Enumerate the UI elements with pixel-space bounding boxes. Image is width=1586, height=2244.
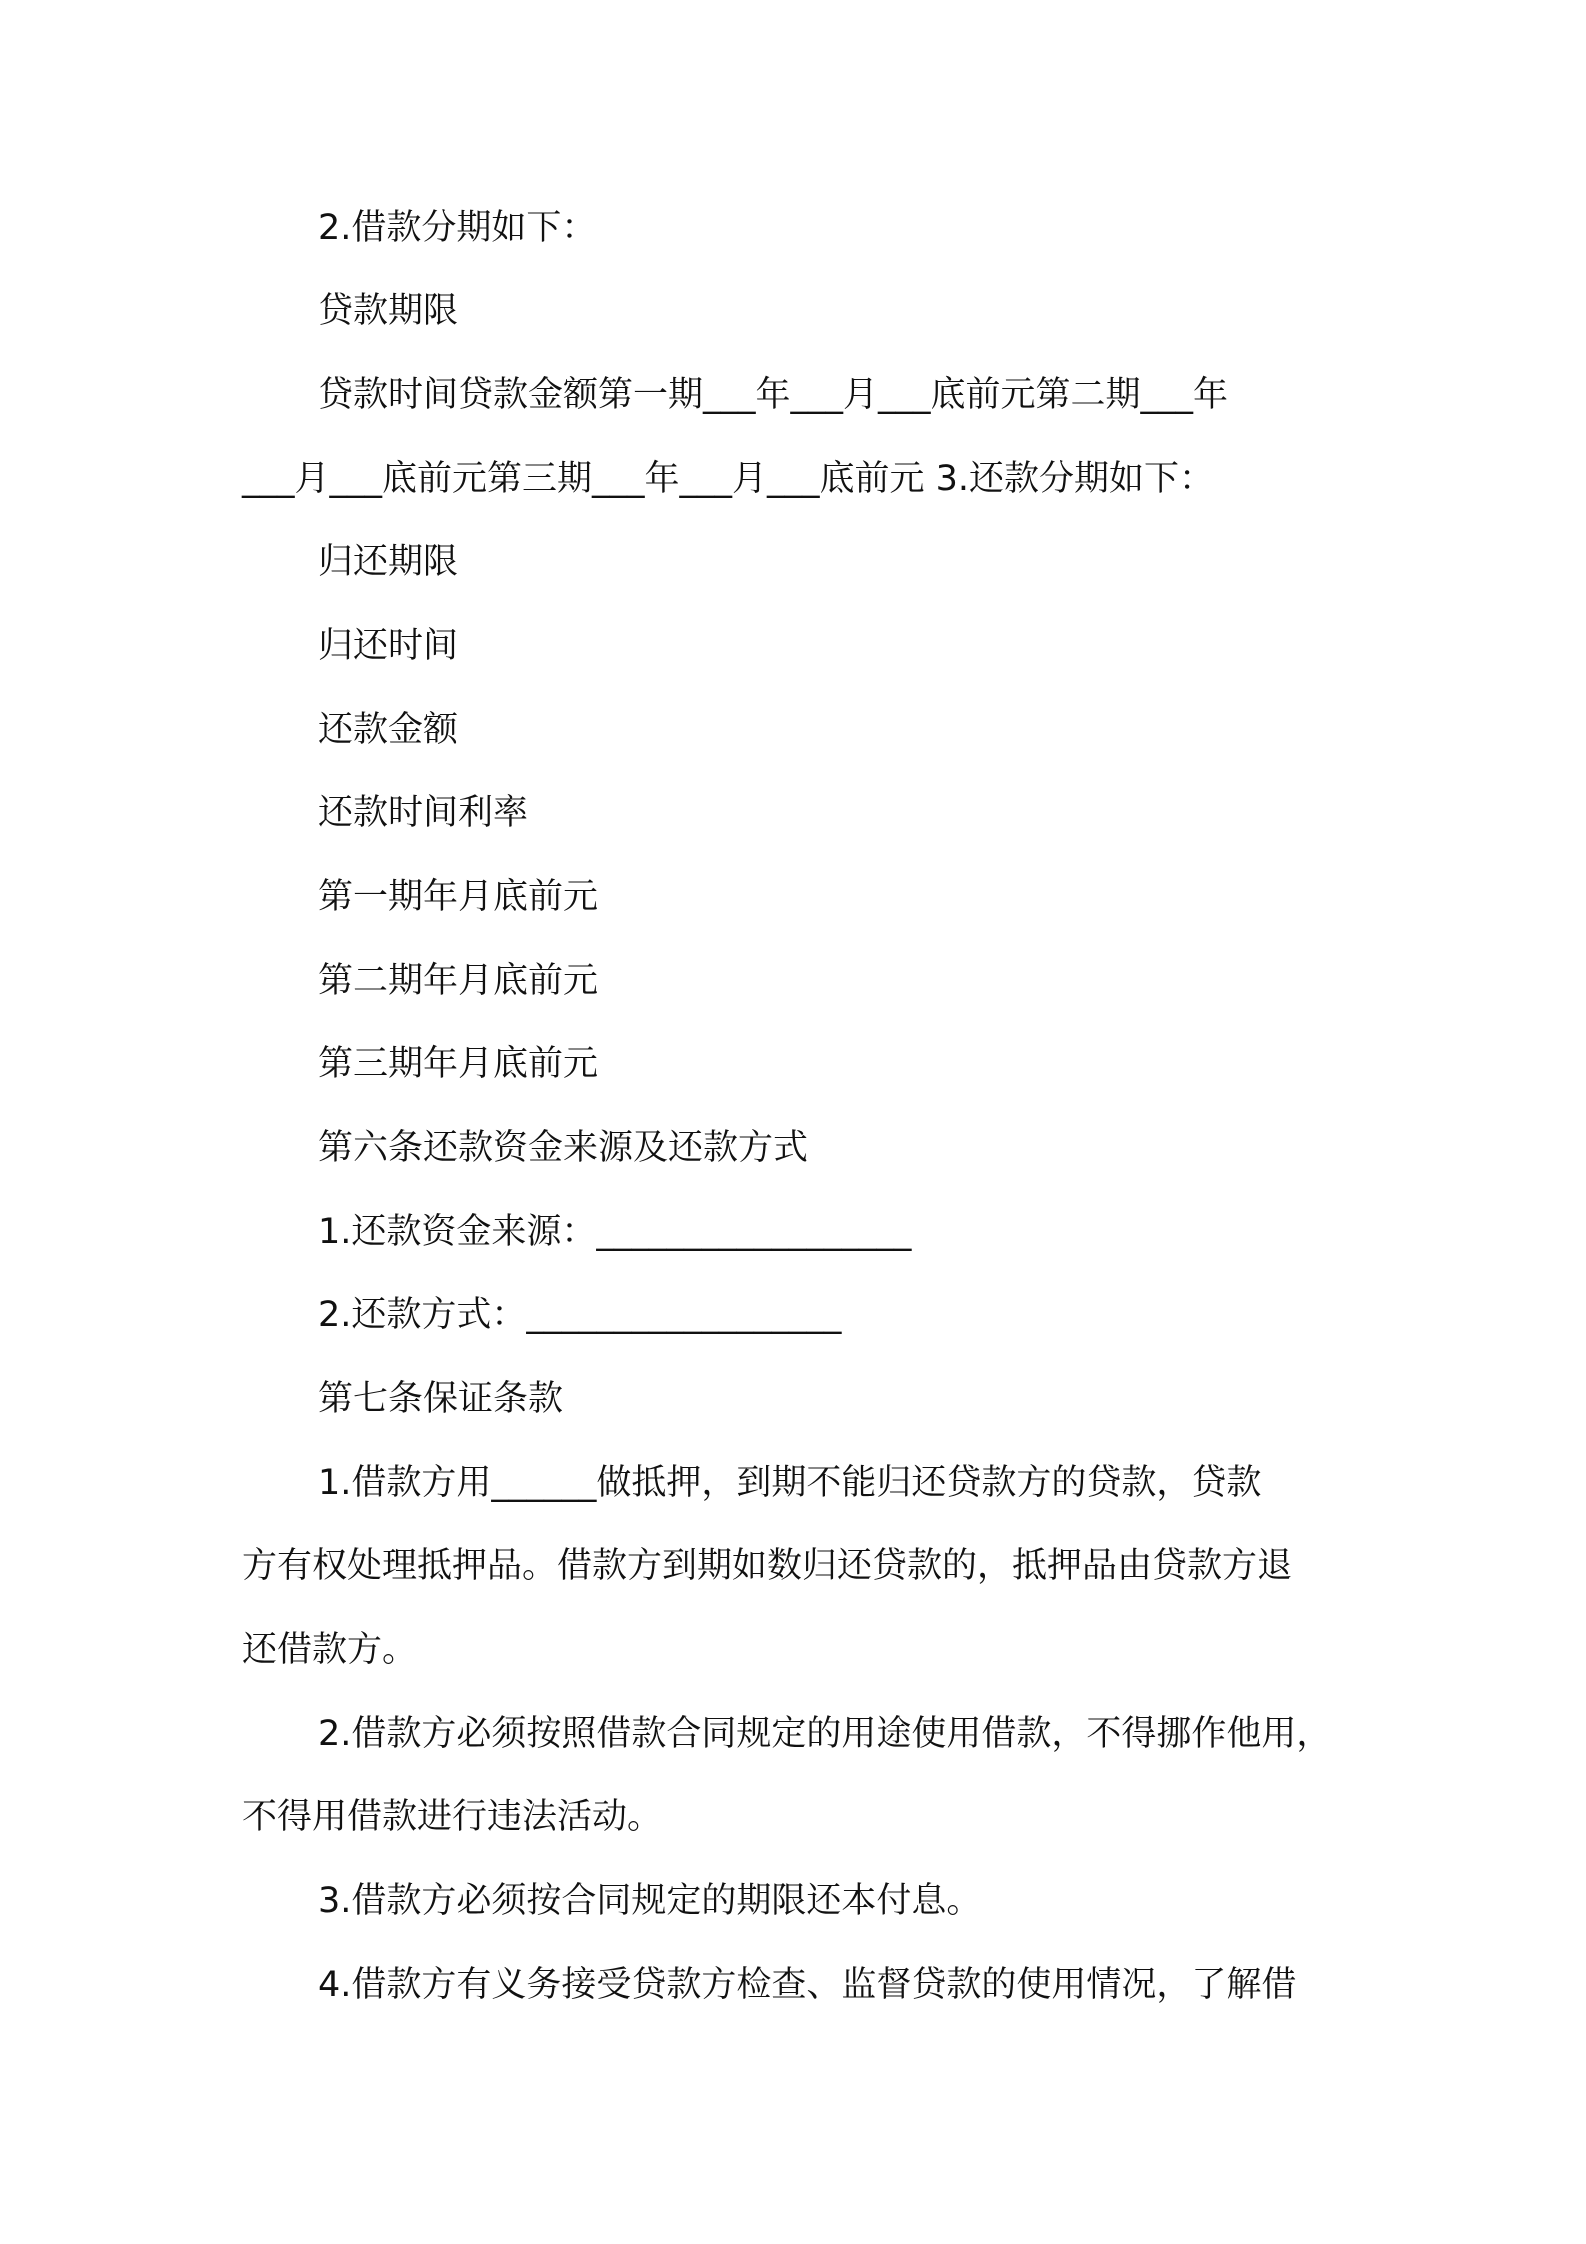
text-line: 还借款方。 bbox=[242, 1630, 418, 1670]
text-line: 归还时间 bbox=[318, 626, 459, 666]
text-line: 贷款期限 bbox=[318, 291, 459, 331]
text-line: 2.借款方必须按照借款合同规定的用途使用借款，不得挪作他用， bbox=[318, 1714, 1332, 1754]
text-line: 不得用借款进行违法活动。 bbox=[242, 1797, 663, 1837]
text-line: 归还期限 bbox=[318, 542, 459, 582]
text-line: 1.借款方用______做抵押，到期不能归还贷款方的贷款，贷款 bbox=[318, 1463, 1262, 1503]
text-line: 2.还款方式：__________________ bbox=[318, 1295, 842, 1335]
section-heading: 第六条还款资金来源及还款方式 bbox=[318, 1128, 809, 1168]
text-line: 4.借款方有义务接受贷款方检查、监督贷款的使用情况，了解借 bbox=[318, 1965, 1297, 2005]
section-heading: 第七条保证条款 bbox=[318, 1379, 564, 1419]
text-line: 贷款时间贷款金额第一期___年___月___底前元第二期___年 bbox=[318, 375, 1229, 415]
text-line: 还款时间利率 bbox=[318, 793, 529, 833]
text-line: 2.借款分期如下： bbox=[318, 208, 597, 248]
text-line: 3.借款方必须按合同规定的期限还本付息。 bbox=[318, 1881, 982, 1921]
text-line: 方有权处理抵押品。借款方到期如数归还贷款的，抵押品由贷款方退 bbox=[242, 1546, 1293, 1586]
text-line: ___月___底前元第三期___年___月___底前元 3.还款分期如下： bbox=[242, 459, 1215, 499]
text-line: 1.还款资金来源：__________________ bbox=[318, 1212, 912, 1252]
text-line: 第一期年月底前元 bbox=[318, 877, 599, 917]
text-line: 第二期年月底前元 bbox=[318, 961, 599, 1001]
text-line: 第三期年月底前元 bbox=[318, 1044, 599, 1084]
text-line: 还款金额 bbox=[318, 710, 459, 750]
